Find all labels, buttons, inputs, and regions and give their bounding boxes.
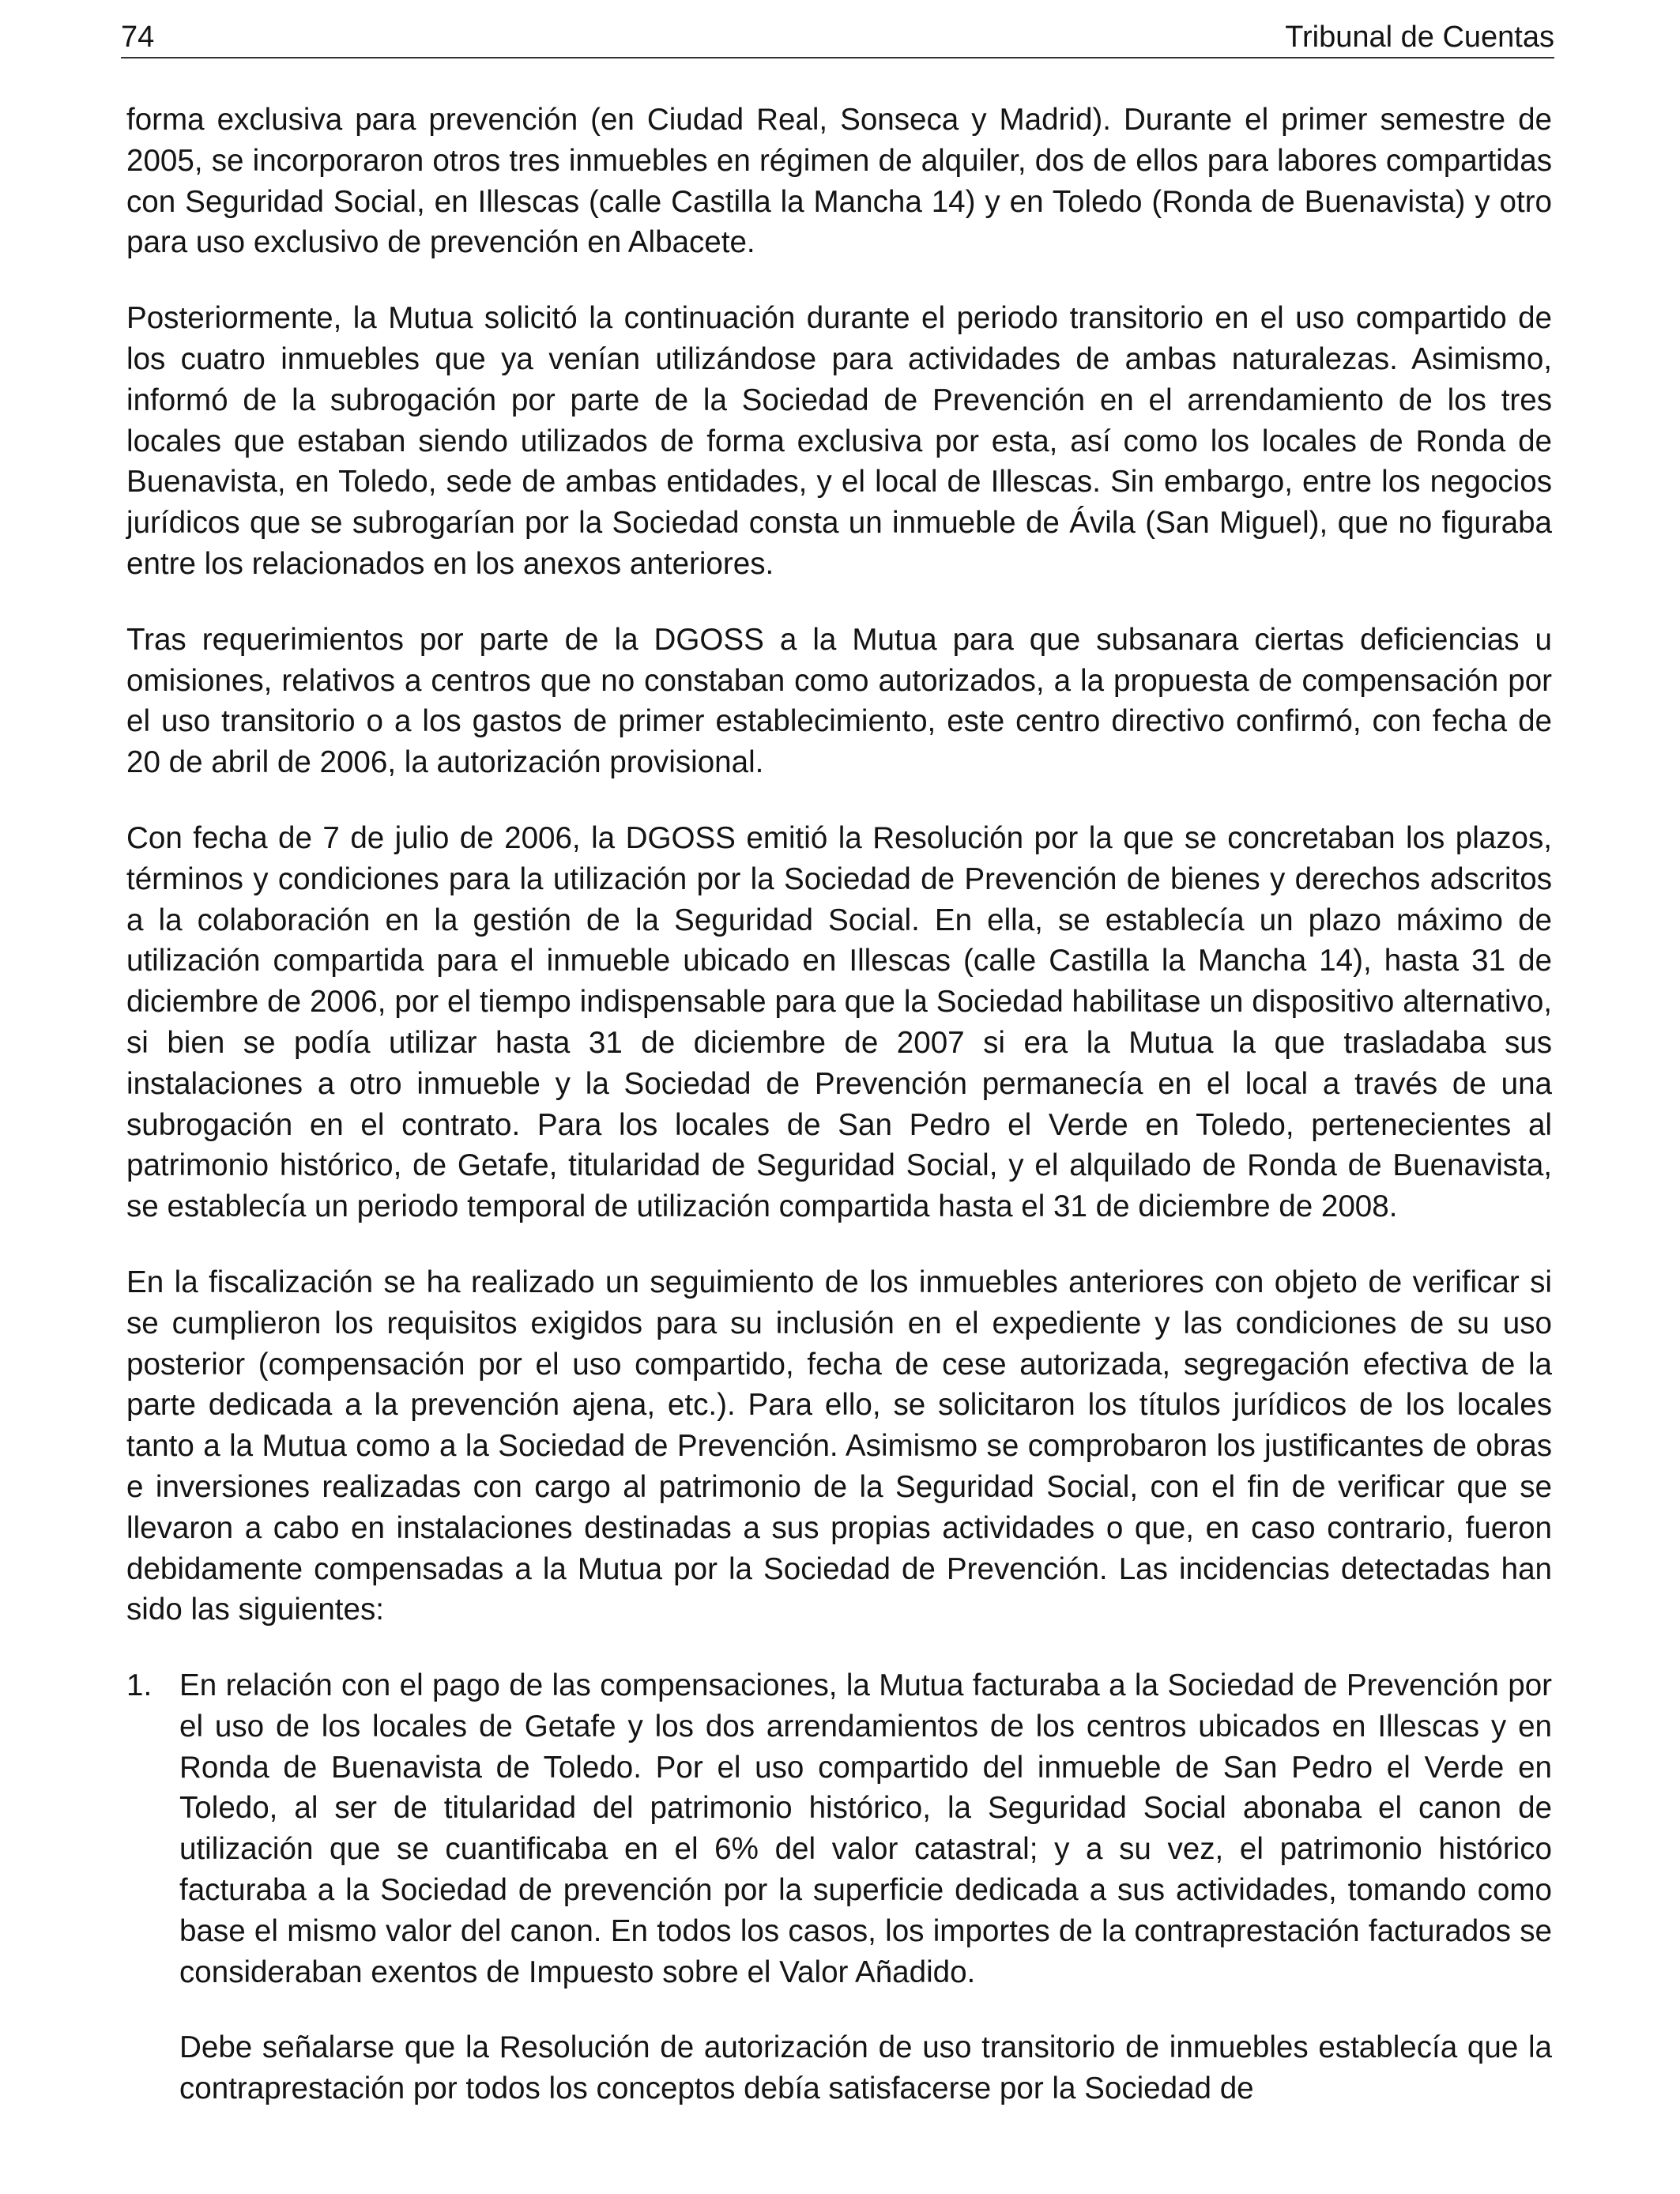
list-marker: 1. — [126, 1668, 153, 1703]
paragraph-3: Tras requerimientos por parte de la DGOSS a la Mutua para que subsanara ciertas deficiencias u omisiones, relativos a centros que no constaban como autorizados, a la propuesta de compensación por el uso transitorio o a los gastos de primer establecimiento, este centro directivo confirmó, con fecha de 20 de abril de 2006, la autorización provisional. — [126, 622, 1552, 780]
paragraph-2: Posteriormente, la Mutua solicitó la continuación durante el periodo transitorio en el uso compartido de los cuatro inmuebles que ya venían utilizándose para actividades de ambas naturalezas. Asimismo, informó de la subrogación por parte de la Sociedad de Prevención en el arrendamiento de los tres locales que estaban siendo utilizados de forma exclusiva por esta, así como los locales de Ronda de Buenavista, en Toledo, sede de ambas entidades, y el local de Illescas. Sin embargo, entre los negocios jurídicos que se subrogarían por la Sociedad consta un inmueble de Ávila (San Miguel), que no figuraba entre los relacionados en los anexos anteriores. — [126, 301, 1552, 581]
page-header — [121, 17, 1554, 58]
document-body — [126, 100, 1552, 2144]
page-number: 74 — [121, 21, 155, 54]
list-item-text: En relación con el pago de las compensaciones, la Mutua facturaba a la Sociedad de Prevención por el uso de los locales de Getafe y los dos arrendamientos de los centros ubicados en Illescas y en Ronda de Buenavista de Toledo. Por el uso compartido del inmueble de San Pedro el Verde en Toledo, al ser de titularidad del patrimonio histórico, la Seguridad Social abonaba el canon de utilización que se cuantificaba en el 6% del valor catastral; y a su vez, el patrimonio histórico facturaba a la Sociedad de prevención por la superficie dedicada a sus actividades, tomando como base el mismo valor del canon. En todos los casos, los importes de la contraprestación facturados se consideraban exentos de Impuesto sobre el Valor Añadido. — [179, 1668, 1552, 1989]
paragraph-1: forma exclusiva para prevención (en Ciudad Real, Sonseca y Madrid). Durante el primer semestre de 2005, se incorporaron otros tres inmuebles en régimen de alquiler, dos de ellos para labores compartidas con Seguridad Social, en Illescas (calle Castilla la Mancha 14) y en Toledo (Ronda de Buenavista) y otro para uso exclusivo de prevención en Albacete. — [126, 103, 1552, 260]
continuation-paragraph: Debe señalarse que la Resolución de autorización de uso transitorio de inmuebles establecía que la contraprestación por todos los conceptos debía satisfacerse por la Sociedad de — [179, 2030, 1552, 2106]
paragraph-4: Con fecha de 7 de julio de 2006, la DGOSS emitió la Resolución por la que se concretaban los plazos, términos y condiciones para la utilización por la Sociedad de Prevención de bienes y derechos adscritos a la colaboración en la gestión de la Seguridad Social. En ella, se establecía un plazo máximo de utilización compartida para el inmueble ubicado en Illescas (calle Castilla la Mancha 14), hasta 31 de diciembre de 2006, por el tiempo indispensable para que la Sociedad habilitase un dispositivo alternativo, si bien se podía utilizar hasta 31 de diciembre de 2007 si era la Mutua la que trasladaba sus instalaciones a otro inmueble y la Sociedad de Prevención permanecía en el local a través de una subrogación en el contrato. Para los locales de San Pedro el Verde en Toledo, pertenecientes al patrimonio histórico, de Getafe, titularidad de Seguridad Social, y el alquilado de Ronda de Buenavista, se establecía un periodo temporal de utilización compartida hasta el 31 de diciembre de 2008. — [126, 820, 1552, 1224]
paragraph-5: En la fiscalización se ha realizado un seguimiento de los inmuebles anteriores con objeto de verificar si se cumplieron los requisitos exigidos para su inclusión en el expediente y las condiciones de su uso posterior (compensación por el uso compartido, fecha de cese autorizada, segregación efectiva de la parte dedicada a la prevención ajena, etc.). Para ello, se solicitaron los títulos jurídicos de los locales tanto a la Mutua como a la Sociedad de Prevención. Asimismo se comprobaron los justificantes de obras e inversiones realizadas con cargo al patrimonio de la Seguridad Social, con el fin de verificar que se llevaron a cabo en instalaciones destinadas a sus propias actividades o que, en caso contrario, fueron debidamente compensadas a la Mutua por la Sociedad de Prevención. Las incidencias detectadas han sido las siguientes: — [126, 1265, 1552, 1627]
running-title: Tribunal de Cuentas — [1285, 21, 1554, 54]
list-item-1 — [126, 1665, 1552, 1992]
